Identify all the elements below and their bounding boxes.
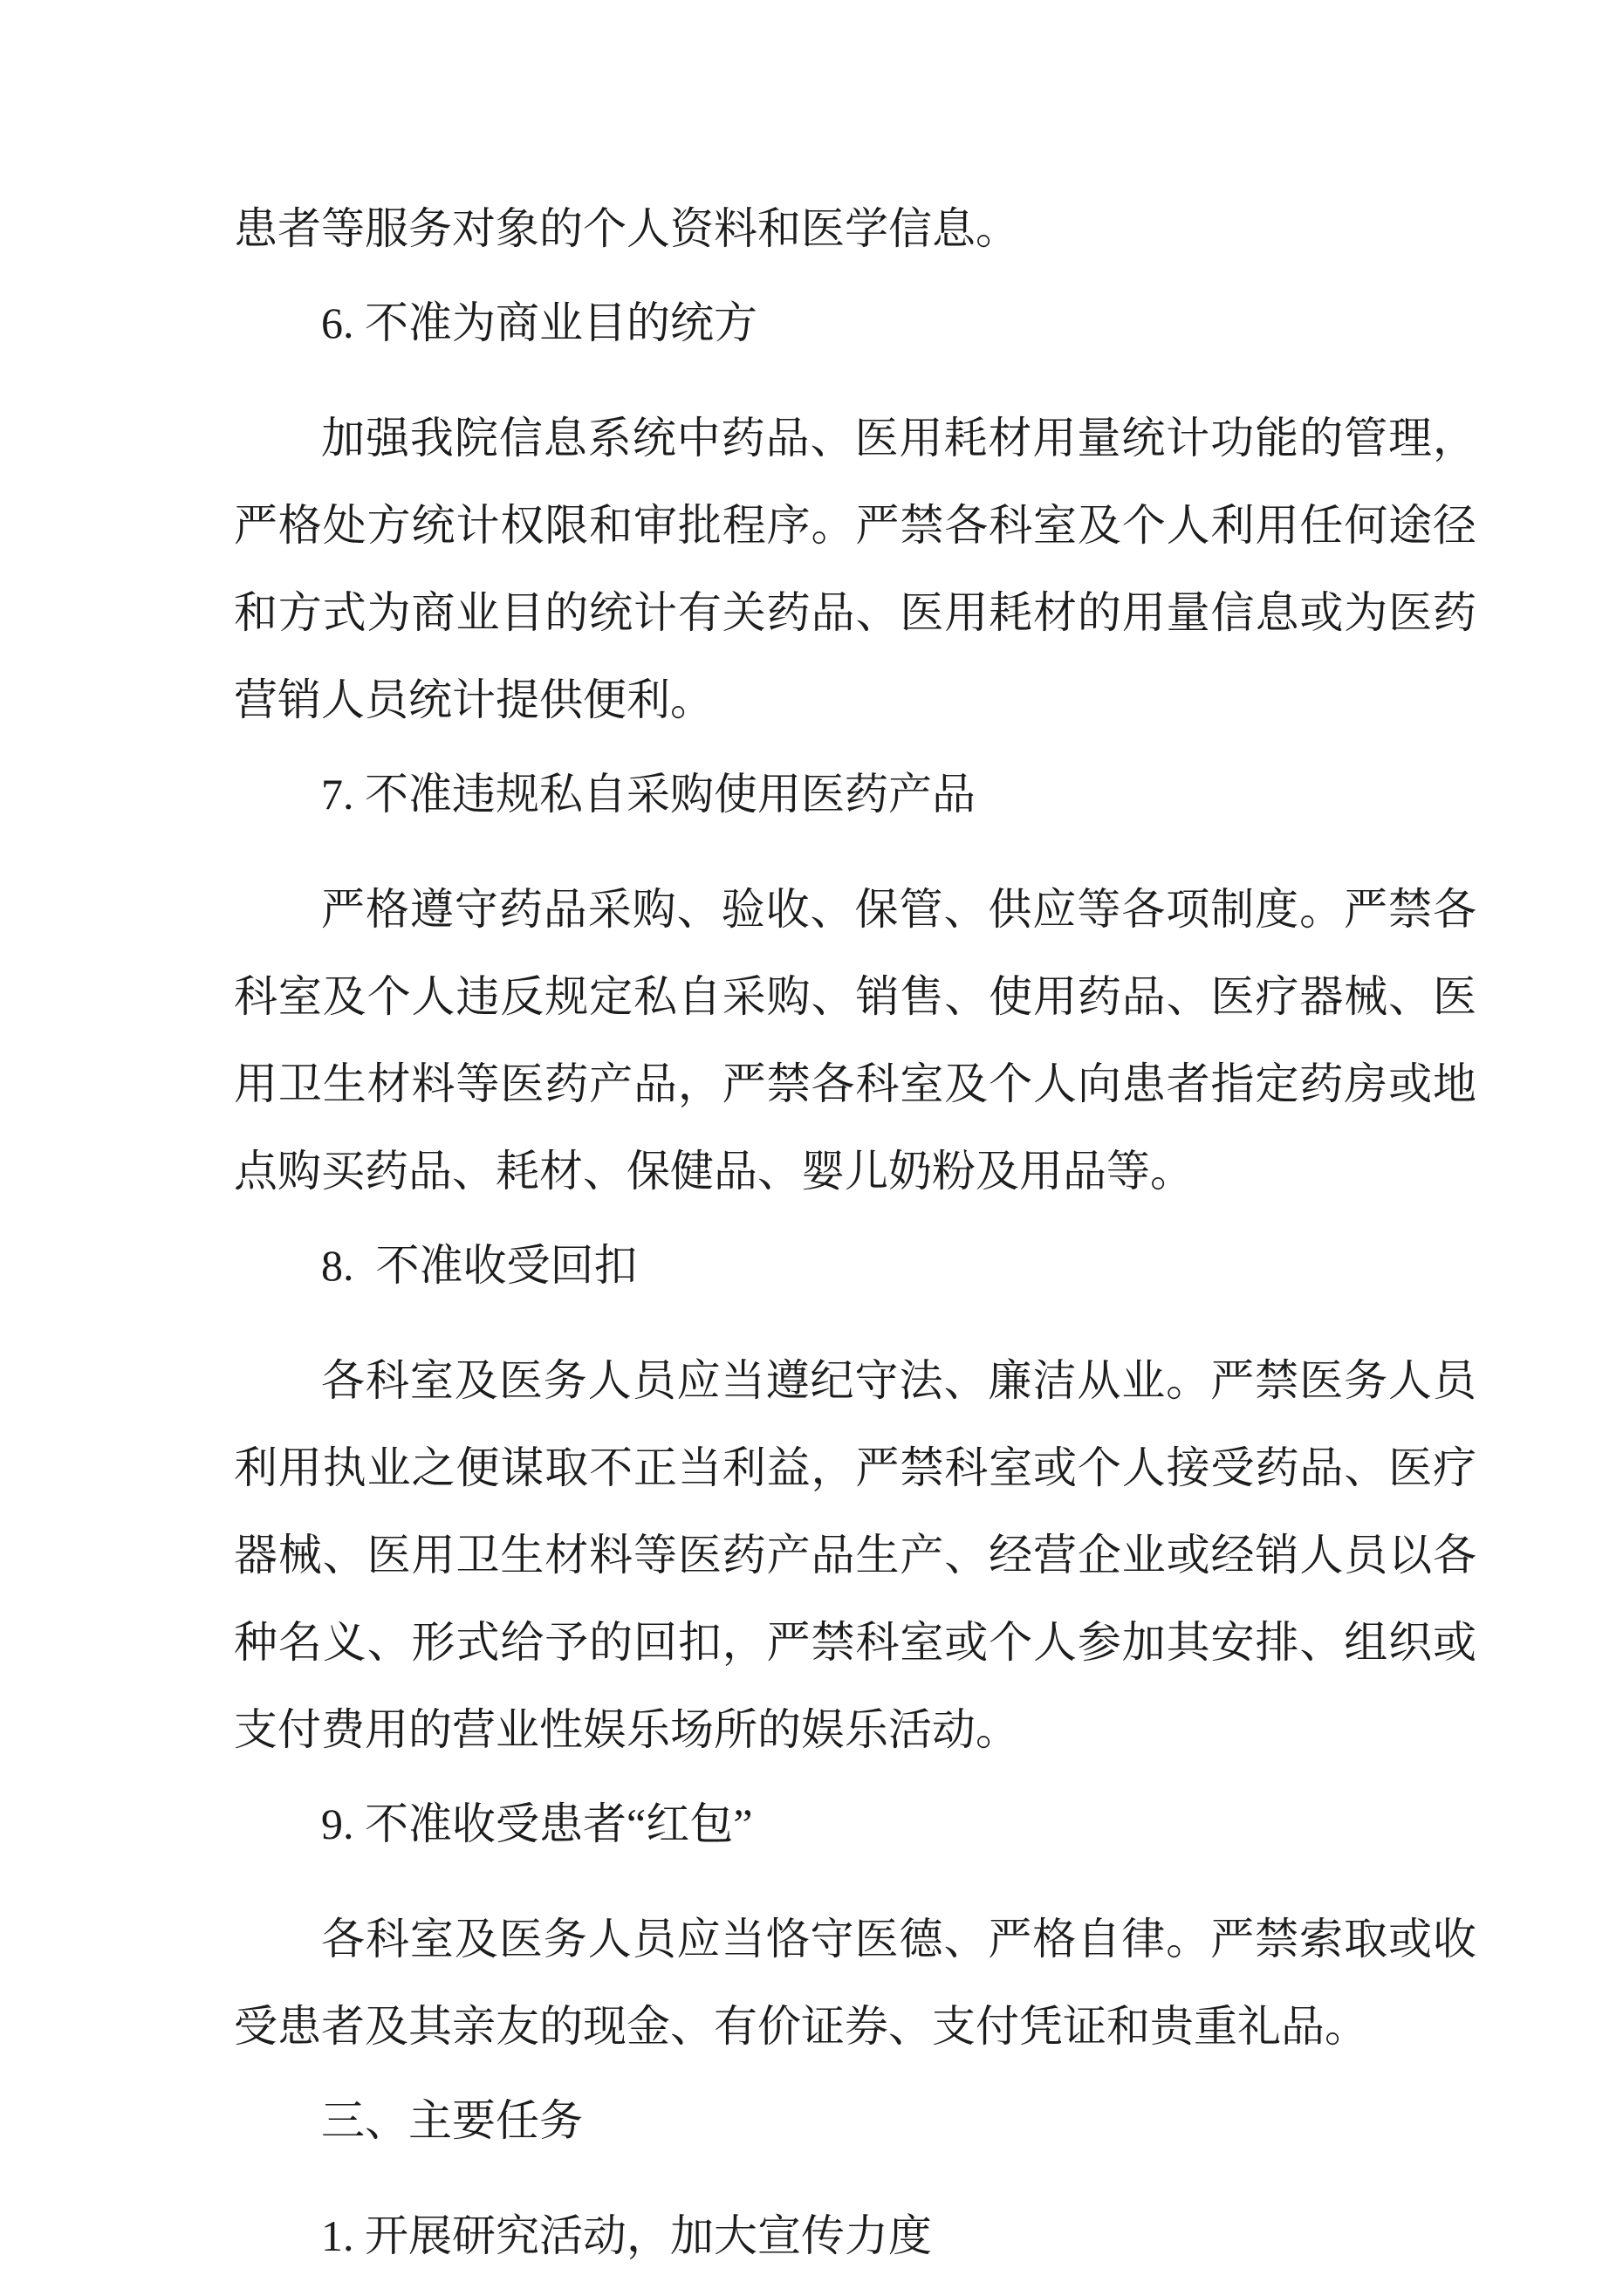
section-heading-6: 6. 不准为商业目的统方 [321,298,757,347]
section-heading-task-1: 1. 开展研究活动，加大宣传力度 [321,2211,932,2260]
section-heading-9: 9. 不准收受患者“红包” [321,1799,753,1848]
chapter-heading-three-main-tasks: 三、主要任务 [321,2096,583,2145]
section-heading-8: 8. 不准收受回扣 [321,1241,638,1290]
paragraph-section-8-body: 各科室及医务人员应当遵纪守法、廉洁从业。严禁医务人员利用执业之便谋取不正当利益，严禁科室或个人接受药品、医疗器械、医用卫生材料等医药产品生产、经营企业或经销人员以各种名义、形式给予的回扣，严禁科室或个人参加其安排、组织或支付费用的营业性娱乐场所的娱乐活动。 [234,1356,1476,1754]
section-heading-7: 7. 不准违规私自采购使用医药产品 [321,770,976,819]
paragraph-continuation: 患者等服务对象的个人资料和医学信息。 [234,204,1019,253]
paragraph-section-9-body: 各科室及医务人员应当恪守医德、严格自律。严禁索取或收受患者及其亲友的现金、有价证券、支付凭证和贵重礼品。 [234,1915,1476,2051]
paragraph-section-7-body: 严格遵守药品采购、验收、保管、供应等各项制度。严禁各科室及个人违反规定私自采购、销售、使用药品、医疗器械、医用卫生材料等医药产品，严禁各科室及个人向患者指定药房或地点购买药品、耗材、保健品、婴儿奶粉及用品等。 [234,885,1476,1196]
paragraph-section-6-body: 加强我院信息系统中药品、医用耗材用量统计功能的管理，严格处方统计权限和审批程序。严禁各科室及个人利用任何途径和方式为商业目的统计有关药品、医用耗材的用量信息或为医药营销人员统计提供便利。 [234,414,1476,724]
